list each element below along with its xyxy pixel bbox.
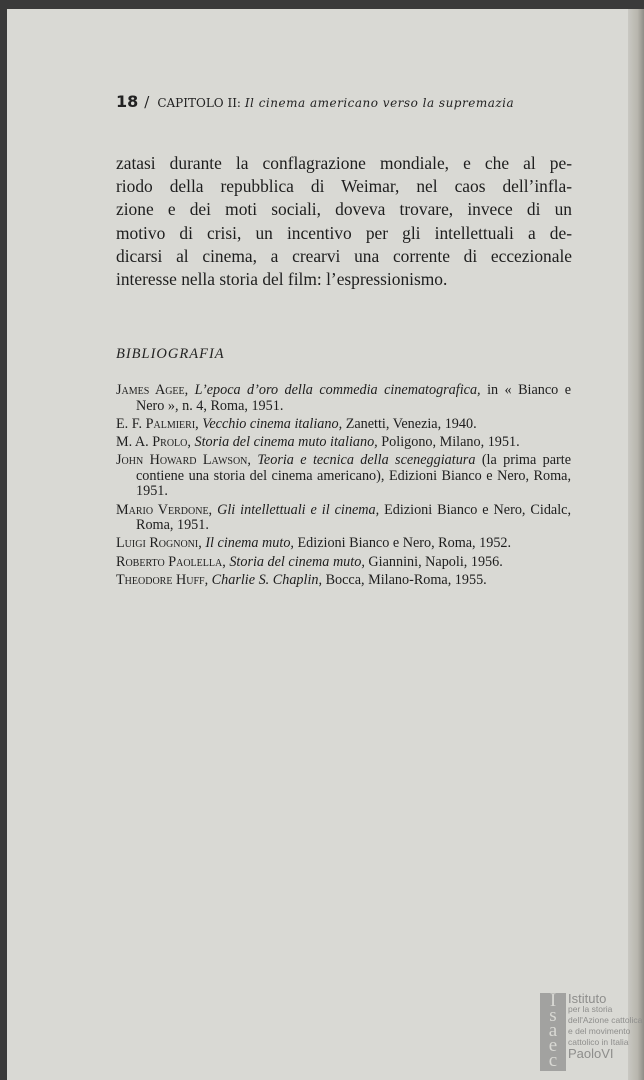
entry-author: Mario Verdone, [116,501,213,518]
logo-line: cattolico in Italia [568,1037,629,1047]
logo-line: PaoloVI [568,1046,614,1061]
entry-author: M. A. Prolo, [116,433,191,450]
entry-title: Teoria e tecnica della sceneggiatura [257,452,476,469]
entry-details: in « Bianco e Nero », n. 4, Roma, 1951. [136,382,572,414]
entry-title: L’epoca d’oro della commedia cinematografica, [194,382,481,398]
bibliography-heading: BIBLIOGRAFIA [116,346,225,362]
bibliography-list [116,383,571,591]
page-number: 18 [116,92,139,111]
entry-details: Zanetti, Venezia, 1940. [345,415,477,432]
chapter-label: CAPITOLO II: [157,96,241,110]
entry-author: Roberto Paolella, [116,553,226,570]
logo-letter: c [548,1050,558,1071]
bibliography-entry [116,453,571,500]
bibliography-entry [116,435,571,451]
text-line: zione e dei moti sociali, doveva trovare, invece di un [116,199,572,220]
logo-line: e del movimento [568,1026,631,1036]
entry-title: Gli intellettuali e il cinema, [217,501,380,518]
logo-text [568,993,642,1059]
entry-author: Luigi Rognoni, [116,535,202,552]
logo-letter: I [549,990,557,1011]
logo-line: per la storia [568,1004,613,1014]
entry-details: Poligono, Milano, 1951. [381,433,520,450]
entry-author: Theodore Huff, [116,571,209,588]
entry-title: Charlie S. Chaplin, [211,571,323,588]
entry-title: Vecchio cinema italiano, [202,415,343,432]
text-line: interesse nella storia del film: l’espressionismo. [116,269,448,290]
text-line: dicarsi al cinema, a crearvi una corrente di eccezionale [116,245,572,266]
logo-line: Istituto [568,991,607,1006]
page-edge [628,9,644,1080]
text-line: riodo della repubblica di Weimar, nel caos dell’infla- [116,176,572,197]
logo-letter: s [549,1005,557,1026]
entry-details: Giannini, Napoli, 1956. [368,553,503,570]
isacem-watermark-logo [540,990,644,1073]
header-separator: / [144,93,150,111]
bibliography-entry [116,417,571,433]
logo-letter: e [548,1035,558,1056]
logo-letter: a [548,1020,558,1041]
logo-line: dell'Azione cattolica [568,1015,643,1025]
entry-title: Storia del cinema muto italiano, [194,433,378,450]
entry-author: John Howard Lawson, [116,452,251,469]
entry-details: Bocca, Milano-Roma, 1955. [325,571,487,588]
chapter-title: Il cinema americano verso la supremazia [244,96,515,110]
entry-details: Edizioni Bianco e Nero, Roma, 1952. [297,535,512,552]
entry-details: (la prima parte contiene una storia del cinema americano), Edizioni Bianco e Nero, Roma, 1951. [136,452,572,500]
entry-author: E. F. Palmieri, [116,415,199,432]
bibliography-entry [116,383,571,414]
entry-author: James Agee, [116,382,189,398]
bibliography-entry [116,536,571,552]
bibliography-entry [116,555,571,571]
entry-title: Il cinema muto, [205,535,294,552]
entry-details: Edizioni Bianco e Nero, Cidalc, Roma, 1951. [136,501,572,534]
text-line: zatasi durante la conflagrazione mondiale, e che al pe- [116,153,572,173]
bibliography-entry [116,503,571,534]
bibliography-entry [116,573,571,589]
running-header [116,92,572,111]
body-paragraph [116,152,572,291]
logo-monogram [540,990,566,1071]
entry-title: Storia del cinema muto, [229,553,365,570]
text-line: motivo di crisi, un incentivo per gli intellettuali a de- [116,222,572,243]
